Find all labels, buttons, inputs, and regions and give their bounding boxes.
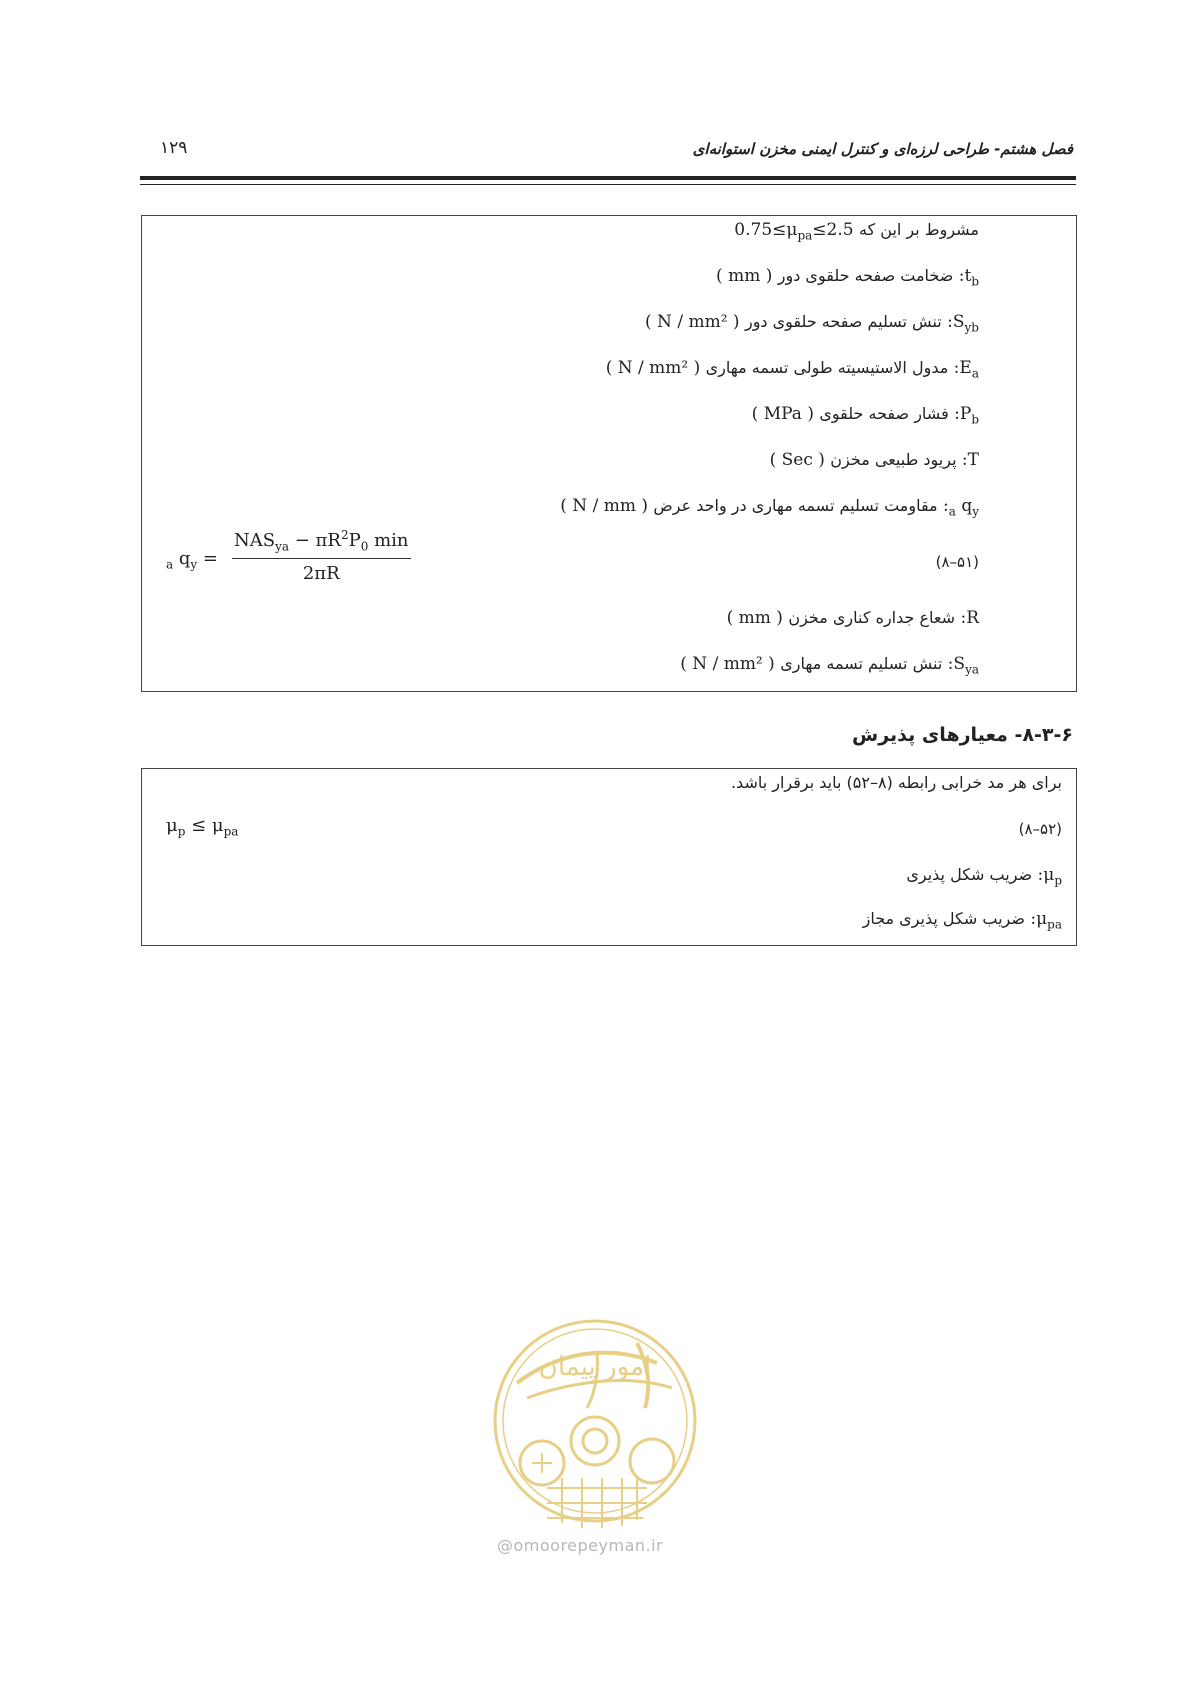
definitions-box-1	[141, 215, 1077, 692]
equation-51-numerator: $NAS_{ya} - \pi R^2P_0$ min	[232, 528, 411, 559]
condition-line: مشروط بر این که $0.75\le\mu_{pa}\le 2.5$	[734, 220, 979, 243]
header-rule-thin	[140, 184, 1076, 185]
equation-51-formula	[162, 528, 562, 598]
equation-51-number: (۸–۵۱)	[935, 553, 979, 571]
watermark-url: @omoorepeyman.ir	[497, 1536, 664, 1555]
header-rule-thick	[140, 176, 1076, 180]
definition-ea: $E_a$: مدول الاستیسیته طولی تسمه مهاری ( N / mm² )	[605, 358, 979, 381]
watermark-seal-icon	[487, 1313, 703, 1535]
watermark-logo-text: امور پیمان	[538, 1352, 652, 1382]
equation-51-fraction	[232, 528, 411, 584]
running-header-title: فصل هشتم- طراحی لرزه‌ای و کنترل ایمنی مخزن استوانه‌ای	[692, 140, 1073, 158]
definition-tb: $t_b$: ضخامت صفحه حلقوی دور ( mm )	[716, 266, 979, 289]
definition-t: T: پریود طبیعی مخزن ( Sec )	[769, 450, 979, 470]
definition-sya: $S_{ya}$: تنش تسلیم تسمه مهاری ( N / mm² )	[680, 654, 979, 677]
acceptance-criteria-box	[141, 768, 1077, 946]
equation-52-formula: $\mu_p \le \mu_{pa}$	[166, 815, 239, 839]
definition-pb: $P_b$: فشار صفحه حلقوی ( MPa )	[751, 404, 979, 427]
watermark-logo	[487, 1313, 703, 1535]
equation-52-number: (۸–۵۲)	[1018, 820, 1062, 838]
definition-aqy: $_a$ $q_y$: مقاومت تسلیم تسمه مهاری در واحد عرض ( N / mm )	[560, 496, 979, 519]
definition-mupa: $\mu_{pa}$: ضریب شکل پذیری مجاز	[862, 909, 1062, 932]
acceptance-intro: برای هر مد خرابی رابطه (۸–۵۲) باید برقرار باشد.	[730, 773, 1062, 792]
definition-syb: $S_{yb}$: تنش تسلیم صفحه حلقوی دور ( N / mm² )	[645, 312, 979, 335]
equation-51-lhs: $_a$ $q_y$ =	[166, 548, 218, 572]
equation-51-denominator: 2πR	[302, 562, 340, 584]
section-heading: ۸-۳-۶- معیارهای پذیرش	[852, 724, 1073, 746]
definition-mup: $\mu_p$: ضریب شکل پذیری	[906, 865, 1062, 888]
definition-r: R: شعاع جداره کناری مخزن ( mm )	[726, 608, 979, 628]
page-number: ۱۲۹	[160, 138, 188, 158]
